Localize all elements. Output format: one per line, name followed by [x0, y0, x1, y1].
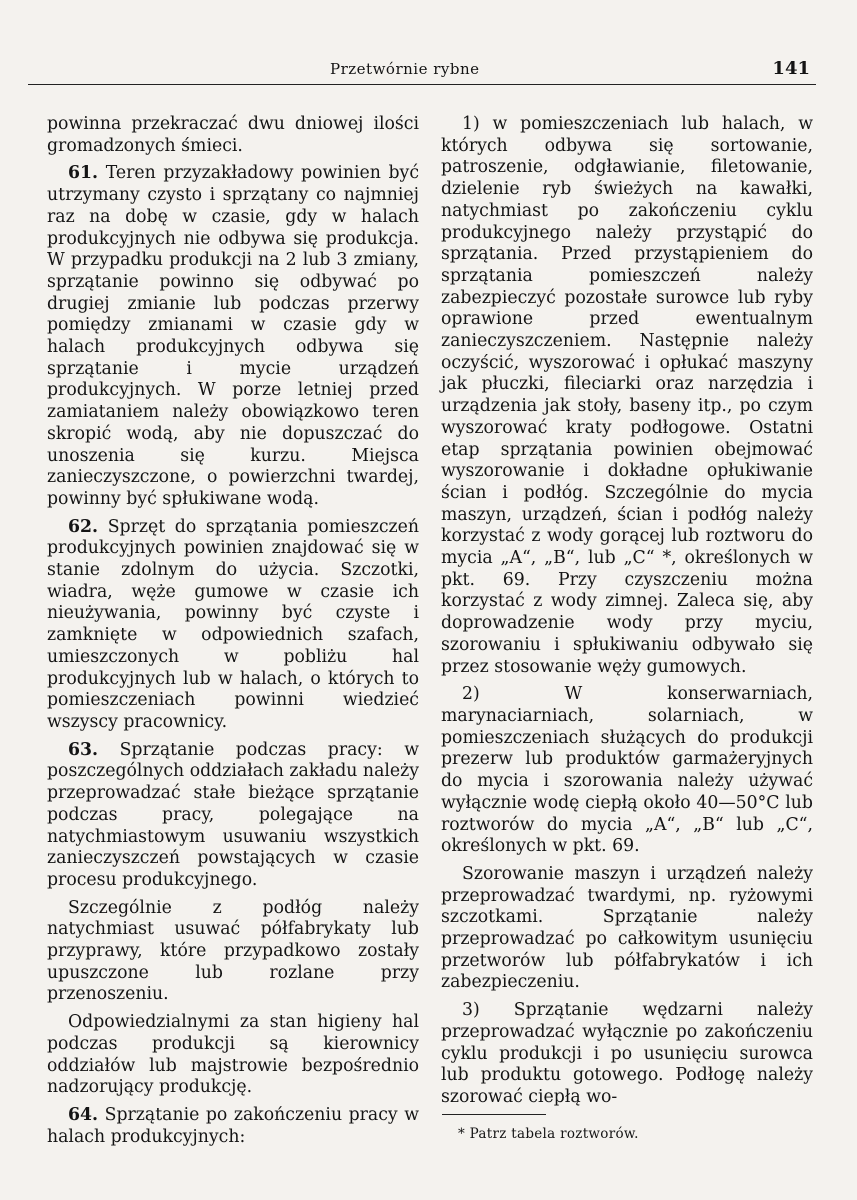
section-text: Teren przyzakładowy powinien być utrzymany czysto i sprzątany co najmniej raz na dobę w czasie, gdy w halach produkcyjnych nie odbywa się produkcja. W przypadku produkcji na 2 lub 3 zmiany, sprzątanie powinno się odbywać po drugiej zmianie lub podczas przerwy pomiędzy zmianami w czasie gdy w halach produkcyjnych odbywa się sprzątanie i mycie urządzeń produkcyjnych. W porze letniej przed zamiataniem należy obowiązkowo teren skropić wodą, aby nie dopuszczać do unoszenia się kurzu. Miejsca zanieczyszczone, o powierzchni twardej, powinny być spłukiwane wodą. — [47, 163, 420, 509]
section-number: 61. — [68, 163, 99, 184]
section-number: 63. — [68, 739, 99, 760]
section-number: 64. — [68, 1104, 99, 1125]
section-text: Sprzątanie po zakończeniu pracy w halach produkcyjnych: — [47, 1104, 419, 1147]
running-header — [28, 56, 816, 85]
right-column — [441, 114, 813, 1115]
item-2 — [441, 684, 813, 858]
section-63 — [47, 740, 419, 892]
paragraph-text: 2) W konserwarniach, marynaciarniach, solarniach, w pomieszczeniach służących do produkcji prezerw lub produktów garmażeryjnych do mycia i szorowania należy używać wyłącznie wodę ciepłą około 40—50°C lub roztworów do mycia „A“, „B“ lub „C“, określonych w pkt. 69. — [441, 684, 813, 857]
section-61 — [47, 163, 419, 510]
paragraph-text: Szorowanie maszyn i urządzeń należy przeprowadzać twardymi, np. ryżowymi szczotkami. Sprzątanie należy przeprowadzać po całkowitym usunięciu przetworów lub półfabrykatów i ich zabezpieczeniu. — [441, 863, 813, 993]
paragraph-text: 1) w pomieszczeniach lub halach, w których odbywa się sortowanie, patroszenie, odgławianie, filetowanie, dzielenie ryb świeżych na kawałki, natychmiast po zakończeniu cyklu produkcyjnego należy przystąpić do sprzątania. Przed przystąpieniem do sprzątania pomieszczeń należy zabezpieczyć pozostałe surowce lub ryby oprawione przed ewentualnym zanieczyszczeniem. Następnie należy oczyścić, wyszorować i opłukać maszyny jak płuczki, fileciarki oraz narzędzia i urządzenia jak stoły, baseny itp., po czym wyszorować kraty podłogowe. Ostatni etap sprzątania powinien obejmować wyszorowanie i dokładne opłukiwanie ścian i podłóg. Szczególnie do mycia maszyn, urządzeń, ścian i podłóg należy korzystać z wody gorącej lub roztworu do mycia „A“, „B“, lub „C“ *, określonych w pkt. 69. Przy czyszczeniu można korzystać z wody zimnej. Zaleca się, aby doprowadzenie wody przy myciu, szorowaniu i spłukiwaniu odbywało się przez stosowanie węży gumowych. — [441, 114, 813, 677]
paragraph-text: Szczególnie z podłóg należy natychmiast usuwać półfabrykaty lub przyprawy, które przypadkowo zostały upuszczone lub rozlane przy przenoszeniu. — [47, 897, 419, 1005]
paragraph-responsibility — [47, 1012, 419, 1099]
footnote: * Patrz tabela roztworów. — [458, 1126, 639, 1142]
paragraph-floors — [47, 898, 419, 1007]
item-3 — [441, 1000, 813, 1109]
left-column — [47, 114, 419, 1154]
paragraph-text: 3) Sprzątanie wędzarni należy przeprowadzać wyłącznie po zakończeniu cyklu produkcji i po usunięciu surowca lub produktu gotowego. Podłogę należy szorować ciepłą wo- — [441, 1000, 813, 1107]
paragraph-text: powinna przekraczać dwu dniowej ilości gromadzonych śmieci. — [47, 114, 419, 156]
item-1 — [441, 114, 813, 678]
section-64 — [47, 1105, 419, 1148]
section-text: Sprzątanie podczas pracy: w poszczególnych oddziałach zakładu należy przeprowadzać stałe bieżące sprzątanie podczas pracy, polegające na natychmiastowym usuwaniu wszystkich zanieczyszczeń powstających w czasie procesu produkcyjnego. — [47, 739, 419, 890]
section-text: Sprzęt do sprzątania pomieszczeń produkcyjnych powinien znajdować się w stanie zdolnym do użycia. Szczotki, wiadra, węże gumowe w czasie ich nieużywania, powinny być czyste i zamknięte w odpowiednich szafach, umieszczonych w pobliżu hal produkcyjnych lub w halach, o których to pomieszczeniach powinni wiedzieć wszyscy pracownicy. — [47, 516, 419, 732]
section-number: 62. — [68, 516, 99, 537]
paragraph-continuation — [47, 114, 419, 157]
running-title: Przetwórnie rybne — [330, 60, 480, 78]
footnote-divider — [442, 1114, 546, 1115]
paragraph-scrubbing — [441, 864, 813, 994]
section-62 — [47, 517, 419, 734]
page-number: 141 — [772, 58, 810, 79]
paragraph-text: Odpowiedzialnymi za stan higieny hal podczas produkcji są kierownicy oddziałów lub majstrowie bezpośrednio nadzorujący produkcję. — [47, 1012, 419, 1098]
